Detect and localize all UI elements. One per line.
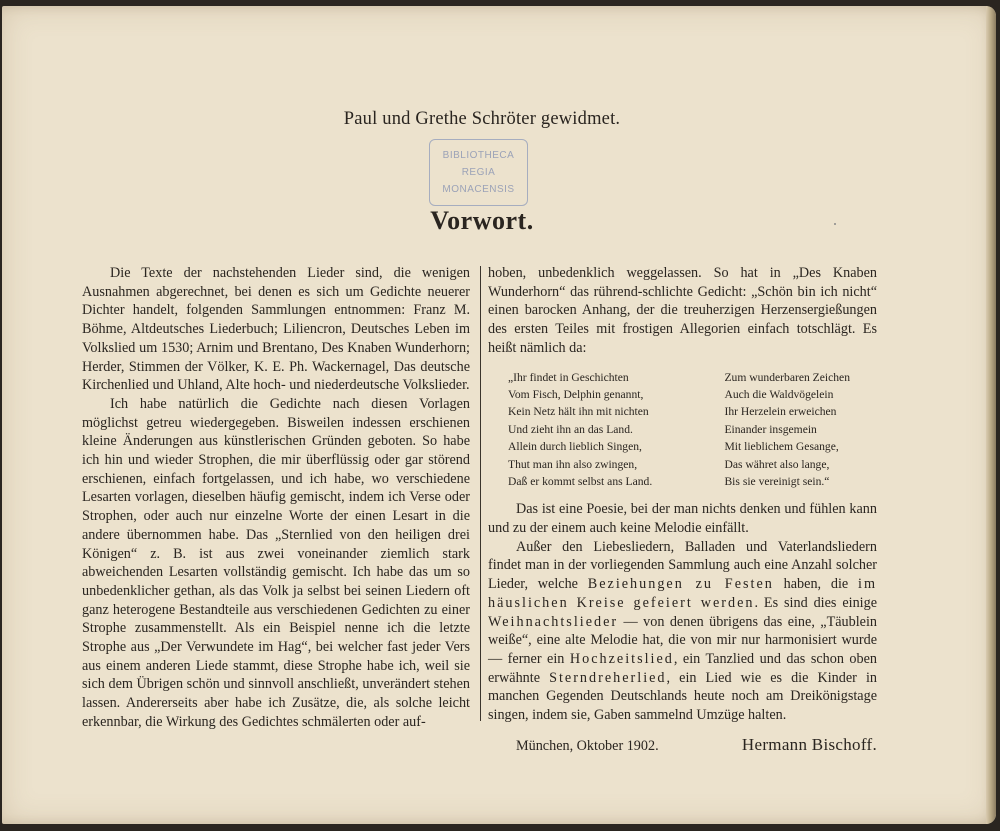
emphasized-text: Hochzeitslied [569,650,674,667]
emphasized-text: Sterndreherlied [549,669,667,686]
poem-line: Mit lieblichem Gesange, [724,440,839,454]
text-run: Außer den Liebesliedern, Balladen und Vaterlandsliedern findet man in der vorliegenden Sammlung auch eine Anzahl solcher Lieder, welche [488,538,877,593]
poem-line: Und zieht ihn an das Land. [508,422,633,436]
paragraph: Ich habe natürlich die Gedichte nach diesen Vorlagen möglichst getreu wiedergegeben. Bisweilen indessen erschienen kleine Änderungen aus künstlerischen Gründen geboten. So habe ich hin und wieder Strophen, die mir überflüssig oder gar störend erschienen, einfach fortgelassen, und ich habe, wo verschiedene Lesarten vorlagen, dieselben häufig gemischt, indem ich Verse oder Strophen, oder auch nur einzelne Worte der einen Lesart in die andere übernommen habe. Das „Sternlied von den heiligen drei Königen“ z. B. ist aus zwei voneinander ziemlich stark abweichenden Lesarten vollständig gemischt. Ich habe das um so unbedenklicher gethan, als das Volk ja selbst bei seinen Liedern oft ganz heterogene Bestandteile aus verschiedenen Gedichten zu einer Strophe zusammenstellt. Als ein Beispiel nenne ich die letzte Strophe aus „Der Verwundete im Hag“, bei welcher fast jeder Vers aus einem anderen Liede stammt, diese Strophe habe ich, weil sie sich dem Übrigen schön und sinnvoll anschließt, unverändert stehen lassen. Andererseits aber habe ich Zusätze, die, als solche leicht erkennbar, die Wirkung des Gedichtes schmälerten oder auf- [82,395,470,730]
dedication: Paul und Grethe Schröter gewidmet. [343,109,621,129]
author-signature: Hermann Bischoff. [741,734,877,754]
poem-stanza [724,369,850,491]
poem-line: Auch die Waldvögelein [724,387,834,401]
text-run: , ein Tanzlied und das schon oben erwähnte [488,650,877,686]
paragraph: hoben, unbedenklich weggelassen. So hat in „Des Knaben Wunderhorn“ das rührend-schlichte Gedicht: „Schön bin ich nicht“ einen barocken Anhang, der die treuherzigen Herzensergießungen des ersten Teiles mit frostigen Allegorien einfach totschlägt. Es heißt nämlich da: [488,265,877,356]
paragraph: Das ist eine Poesie, bei der man nichts denken und fühlen kann und zu der einem auch keine Melodie einfällt. [488,501,877,537]
emphasized-text: Beziehungen zu Festen [587,576,774,593]
signoff [488,736,877,756]
quoted-poem [508,369,875,491]
left-column [82,264,470,732]
poem-line: Thut man ihn also zwingen, [508,457,638,471]
place-date: München, Oktober 1902. [516,737,659,754]
poem-line: Kein Netz hält ihn mit nichten [508,405,649,419]
poem-line: Vom Fisch, Delphin genannt, [508,387,644,401]
text-run: . Es sind dies einige [754,594,877,611]
poem-line: Das währet also lange, [724,457,830,471]
emphasized-text: im häuslichen Kreise gefeiert werden [488,576,877,611]
library-stamp [429,139,528,206]
poem-line: Ihr Herzelein erweichen [724,405,837,419]
text-run: haben, die [773,576,859,593]
paragraph [488,538,877,725]
stamp-line: REGIA [461,167,496,178]
text-run: — von denen übrigens das eine, „Täublein weiße“, eine alte Melodie hat, die von mir nur harmonisiert wurde — ferner ein [488,613,877,667]
poem-line: Bis sie vereinigt sein.“ [724,474,830,488]
stamp-line: MONACENSIS [442,184,515,195]
emphasized-text: Weihnachtslieder [488,613,619,630]
poem-stanza [508,369,652,491]
text-run: , ein Lied wie es die Kinder in manchen Gegenden Deutschlands heute noch am Dreikönigstage singen, indem sie, Gaben sammelnd Umzüge halten. [488,669,877,724]
column-divider [480,266,481,721]
page-edge [986,6,996,824]
poem-line: „Ihr findet in Geschichten [508,370,629,384]
page-title: Vorwort. [430,206,534,235]
poem-line: Einander insgemein [724,422,817,436]
poem-line: Allein durch lieblich Singen, [508,440,642,454]
book-page [2,6,996,824]
stamp-line: BIBLIOTHECA [442,150,515,161]
paragraph: Die Texte der nachstehenden Lieder sind, die wenigen Ausnahmen abgerechnet, bei denen es sich um Gedichte neuerer Dichter handelt, folgenden Sammlungen entnommen: Franz M. Böhme, Altdeutsches Liederbuch; Liliencron, Deutsches Leben im Volkslied um 1530; Arnim und Brentano, Des Knaben Wunderhorn; Herder, Stimmen der Völker, K. E. Ph. Wackernagel, Das deutsche Kirchenlied und Uhland, Alte hoch- und niederdeutsche Volkslieder. [82,265,470,394]
right-column [488,264,877,756]
speck [834,223,836,225]
poem-line: Zum wunderbaren Zeichen [724,370,850,384]
poem-line: Daß er kommt selbst ans Land. [508,474,653,488]
